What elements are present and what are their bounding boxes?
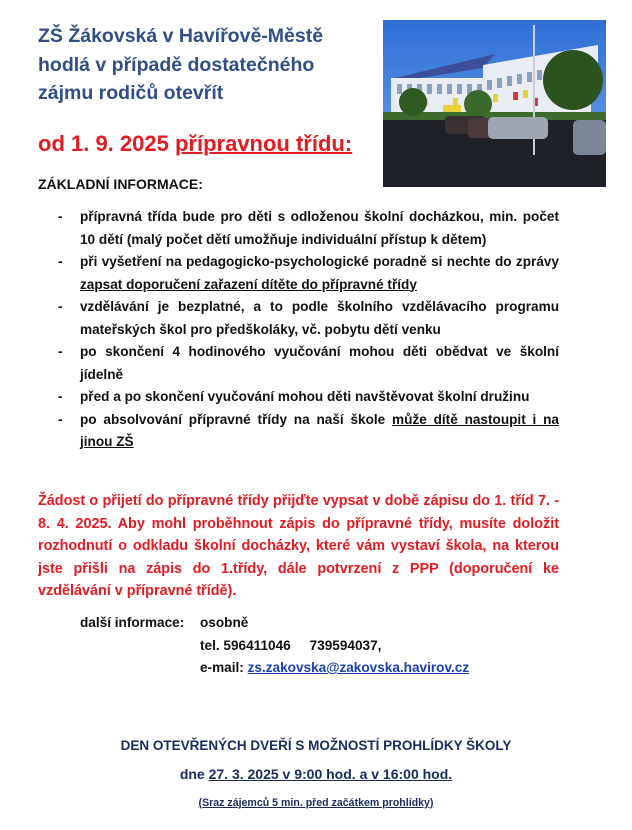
subtitle: [38, 130, 352, 158]
bullet-dash: -: [58, 411, 63, 427]
bullet-dash: -: [58, 209, 63, 224]
title-line: hodlá v případě dostatečného: [38, 53, 315, 76]
bullet-dash: -: [58, 299, 63, 314]
list-item-text: přípravná třída bude pro děti s odloženou školní docházkou, min. počet 10 dětí (malý počet dětí umožňuje individuální přístup k dětem): [80, 209, 559, 247]
open-day-date: [0, 766, 632, 782]
list-item-text: před a po skončení vyučování mohou děti navštěvovat školní družinu: [80, 389, 530, 404]
list-item-emphasis: zapsat doporučení zařazení dítěte do přípravné třídy: [80, 276, 417, 292]
open-day-heading: DEN OTEVŘENÝCH DVEŘÍ S MOŽNOSTÍ PROHLÍDKY ŠKOLY: [120, 738, 512, 753]
open-day-note: [0, 797, 632, 809]
info-list: [58, 206, 559, 454]
list-item: [58, 341, 559, 386]
open-day-date-prefix: dne: [179, 766, 209, 782]
list-item-text: po skončení 4 hodinového vyučování mohou děti obědvat ve školní jídelně: [80, 344, 559, 382]
contact-phone: tel. 596411046 739594037,: [200, 637, 382, 653]
list-item-text: vzdělávání je bezplatné, a to podle školního vzdělávacího programu mateřských škol pro předškoláky, vč. pobytu dětí venku: [80, 299, 559, 337]
contact-info: [80, 612, 469, 680]
bullet-dash: -: [58, 254, 63, 269]
list-item-text: po absolvování přípravné třídy na naší škole: [80, 411, 393, 427]
section-heading: ZÁKLADNÍ INFORMACE:: [38, 176, 203, 192]
list-item: [58, 206, 559, 251]
list-item: [58, 251, 559, 296]
bullet-dash: -: [58, 344, 63, 359]
school-building-photo: [383, 20, 606, 187]
contact-in-person: osobně: [200, 615, 249, 630]
list-item: [58, 386, 559, 409]
list-item: [58, 296, 559, 341]
school-photo-icon: [383, 20, 606, 187]
subtitle-class: přípravnou třídu:: [174, 131, 353, 156]
enrollment-notice: Žádost o přijetí do přípravné třídy přijďte vypsat v době zápisu do 1. tříd 7. - 8. 4. 2025. Aby mohl proběhnout zápis do přípravné třídy, musíte doložit rozhodnutí o odkladu školní docházky, které vám vystaví škola, na kterou jste přišli na zápis do 1.třídy, dále potvrzení z PPP (doporučení ke vzdělávání v přípravné třídě).: [38, 493, 559, 599]
subtitle-date: od 1. 9. 2025: [38, 131, 175, 156]
open-day-date-value: 27. 3. 2025 v 9:00 hod. a v 16:00 hod.: [208, 766, 453, 782]
email-link[interactable]: zs.zakovska@zakovska.havirov.cz: [247, 660, 470, 675]
list-item: [58, 409, 559, 454]
contact-label: další informace:: [80, 615, 185, 630]
contact-email-label: e-mail:: [200, 660, 248, 675]
bullet-dash: -: [58, 389, 63, 404]
title-line: zájmu rodičů otevřít: [38, 82, 224, 104]
list-item-emphasis: může dítě nastoupit i na jinou ZŠ: [80, 411, 559, 449]
title-line: ZŠ Žákovská v Havířově-Městě: [38, 25, 324, 47]
list-item-text: při vyšetření na pedagogicko-psychologické poradně si nechte do zprávy: [80, 254, 559, 269]
open-day-note-text: (Sraz zájemců 5 min. před začátkem prohlídky): [198, 797, 434, 809]
page-title: [38, 22, 378, 108]
